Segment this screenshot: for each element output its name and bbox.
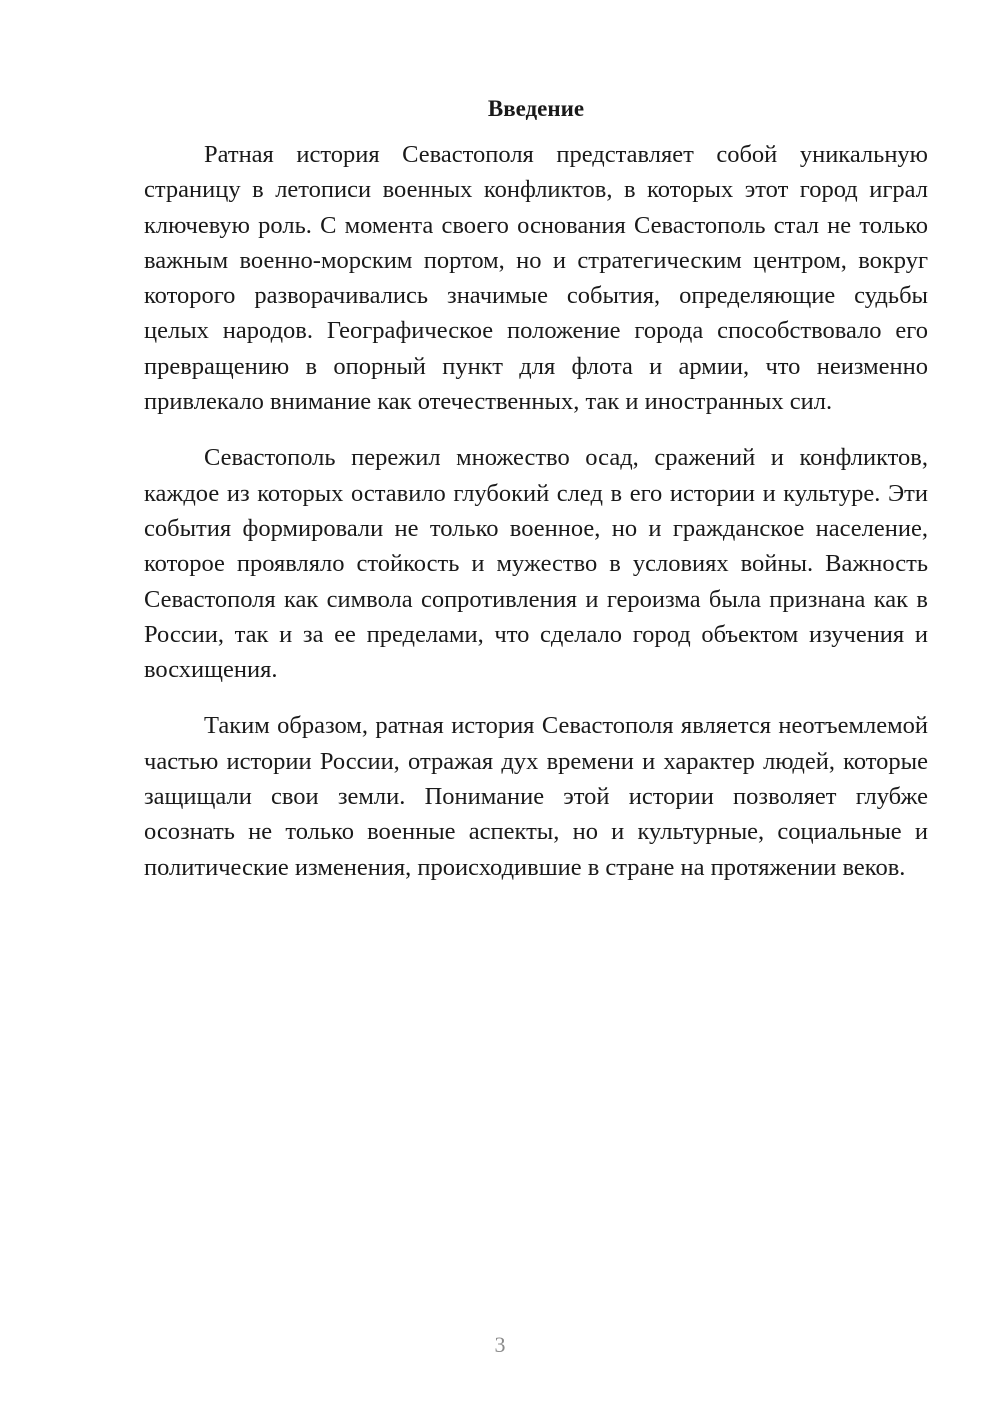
paragraph-3: Таким образом, ратная история Севастополя является неотъемлемой частью истории России, отражая дух времени и характер людей, которые защищали свои земли. Понимание этой истории позволяет глубже осознать не только военные аспекты, но и культурные, социальные и политические изменения, происходившие в стране на протяжении веков. [144,712,928,881]
page-number: 3 [494,1332,506,1357]
page-content [144,93,928,906]
section-heading: Введение [487,96,585,121]
paragraph-2: Севастополь пережил множество осад, сражений и конфликтов, каждое из которых оставило глубокий след в его истории и культуре. Эти события формировали не только военное, но и гражданское население, которое проявляло стойкость и мужество в условиях войны. Важность Севастополя как символа сопротивления и героизма была признана как в России, так и за ее пределами, что сделало город объектом изучения и восхищения. [144,444,928,684]
paragraph-1: Ратная история Севастополя представляет собой уникальную страницу в летописи военных конфликтов, в которых этот город играл ключевую роль. С момента своего основания Севастополь стал не только важным военно-морским портом, но и стратегическим центром, вокруг которого разворачивались значимые события, определяющие судьбы целых народов. Географическое положение города способствовало его превращению в опорный пункт для флота и армии, что неизменно привлекало внимание как отечественных, так и иностранных сил. [144,141,928,416]
